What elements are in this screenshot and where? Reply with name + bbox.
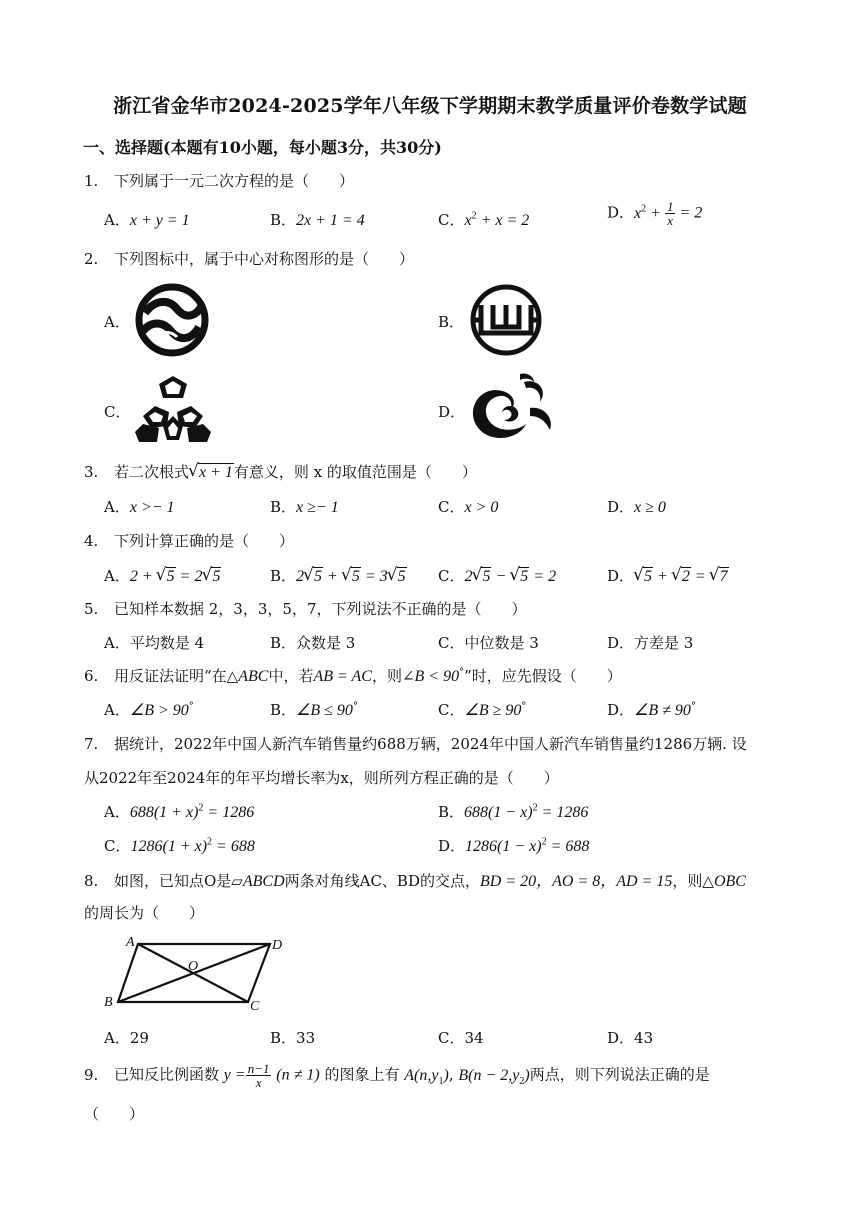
question-9: 9. 已知反比例函数 y = $\frac{n-1}{x}$ (n ≠ 1) 的图象上有 $A(n,y_1)$, $B(n - 2,y_2)$两点，则下列说法正确的是	[84, 1061, 710, 1090]
question-9-line2: （ ）	[84, 1105, 145, 1123]
hw-circle-logo-icon	[467, 283, 545, 357]
q5-option-a: A．平均数是 4	[104, 634, 205, 652]
q5-option-c: C．中位数是 3	[438, 634, 539, 652]
q8-option-d: D．43	[607, 1029, 654, 1047]
q4-option-d: D． √ 5 + √ 2 = √ 7	[607, 565, 728, 585]
question-6: 6. 用反证法证明“在△ABC中，若AB = AC，则∠B < 90°”时，应先假设（ ）	[84, 667, 622, 685]
q3-option-d: D．x ≥ 0	[607, 498, 666, 516]
q4-option-c: C．2 √ 5 − √ 5 = 2	[438, 565, 557, 585]
fraction: $\frac{n-1}{x}$	[247, 1061, 270, 1090]
center-label-o: O	[188, 959, 199, 974]
q8-option-a: A．29	[104, 1029, 149, 1047]
q1-option-d: D．$x^2$ + $\frac{1}{x}$ = 2	[607, 199, 703, 228]
q2-option-b-label: B．	[438, 313, 465, 331]
q1-option-a: A．x + y = 1	[104, 211, 190, 229]
pentagon-cluster-logo-icon	[133, 372, 213, 444]
q4-option-a: A．2 + √ 5 = 2 √ 5	[104, 565, 221, 585]
q2-option-d-label: D．	[438, 403, 466, 421]
q5-option-d: D．方差是 3	[607, 634, 694, 652]
parallelogram-figure	[100, 932, 290, 1014]
q7-option-d: D．$1286(1 - x)^2 = 688$	[438, 836, 590, 855]
q8-option-c: C．34	[438, 1029, 484, 1047]
q6-option-b: B．∠B ≤ 90°	[270, 701, 358, 719]
q8-option-b: B．33	[270, 1029, 316, 1047]
section-heading: 一、选择题(本题有10小题，每小题3分，共30分)	[83, 138, 442, 157]
question-4: 4. 下列计算正确的是（ ）	[84, 532, 295, 550]
q3-option-b: B．x ≥− 1	[270, 498, 339, 516]
question-1: 1. 下列属于一元二次方程的是（ ）	[84, 172, 355, 190]
q7-option-a: A．$688(1 + x)^2 = 1286$	[104, 802, 255, 821]
question-8: 8. 如图，已知点O是▱ABCD两条对角线AC、BD的交点，BD = 20，AO = 8，AD = 15，则△OBC	[84, 872, 746, 890]
q2-option-c-label: C．	[104, 403, 131, 421]
wave-circle-logo-icon	[133, 283, 211, 357]
vertex-label-c: C	[250, 999, 260, 1014]
sqrt-expression: √ x + 1	[188, 461, 233, 481]
q6-option-d: D．∠B ≠ 90°	[607, 701, 696, 719]
q7-option-c: C．$1286(1 + x)^2 = 688$	[104, 836, 255, 855]
q5-option-b: B．众数是 3	[270, 634, 356, 652]
vertex-label-b: B	[104, 995, 113, 1010]
question-8-line2: 的周长为（ ）	[84, 904, 205, 922]
q2-option-a-label: A．	[104, 313, 130, 331]
question-2: 2. 下列图标中，属于中心对称图形的是（ ）	[84, 250, 415, 268]
q4-option-b: B．2 √ 5 + √ 5 = 3 √ 5	[270, 565, 406, 585]
vertex-label-d: D	[272, 938, 283, 953]
q1-option-c: C．$x^2 + x = 2$	[438, 210, 530, 229]
q6-option-c: C．∠B ≥ 90°	[438, 701, 527, 719]
q3-option-c: C．x > 0	[438, 498, 499, 516]
question-7: 7. 据统计，2022年中国人新汽车销售量约688万辆，2024年中国人新汽车销售量约1286万辆. 设	[84, 735, 747, 753]
q6-option-a: A．∠B > 90°	[104, 701, 194, 719]
q1-option-b: B．2x + 1 = 4	[270, 211, 365, 229]
vertex-label-a: A	[126, 935, 135, 950]
page-title: 浙江省金华市2024-2025学年八年级下学期期末教学质量评价卷数学试题	[113, 95, 747, 117]
question-7-line2: 从2022年至2024年的年平均增长率为x，则所列方程正确的是（ ）	[84, 769, 559, 787]
fraction: $\frac{1}{x}$	[666, 199, 674, 228]
q7-option-b: B．$688(1 - x)^2 = 1286$	[438, 802, 589, 821]
q3-option-a: A．x >− 1	[104, 498, 175, 516]
question-5: 5. 已知样本数据 2，3，3，5，7，下列说法不正确的是（ ）	[84, 600, 527, 618]
flame-swirl-logo-icon	[464, 372, 554, 444]
question-3: 3. 若二次根式 √ x + 1有意义，则 x 的取值范围是（ ）	[84, 461, 477, 481]
